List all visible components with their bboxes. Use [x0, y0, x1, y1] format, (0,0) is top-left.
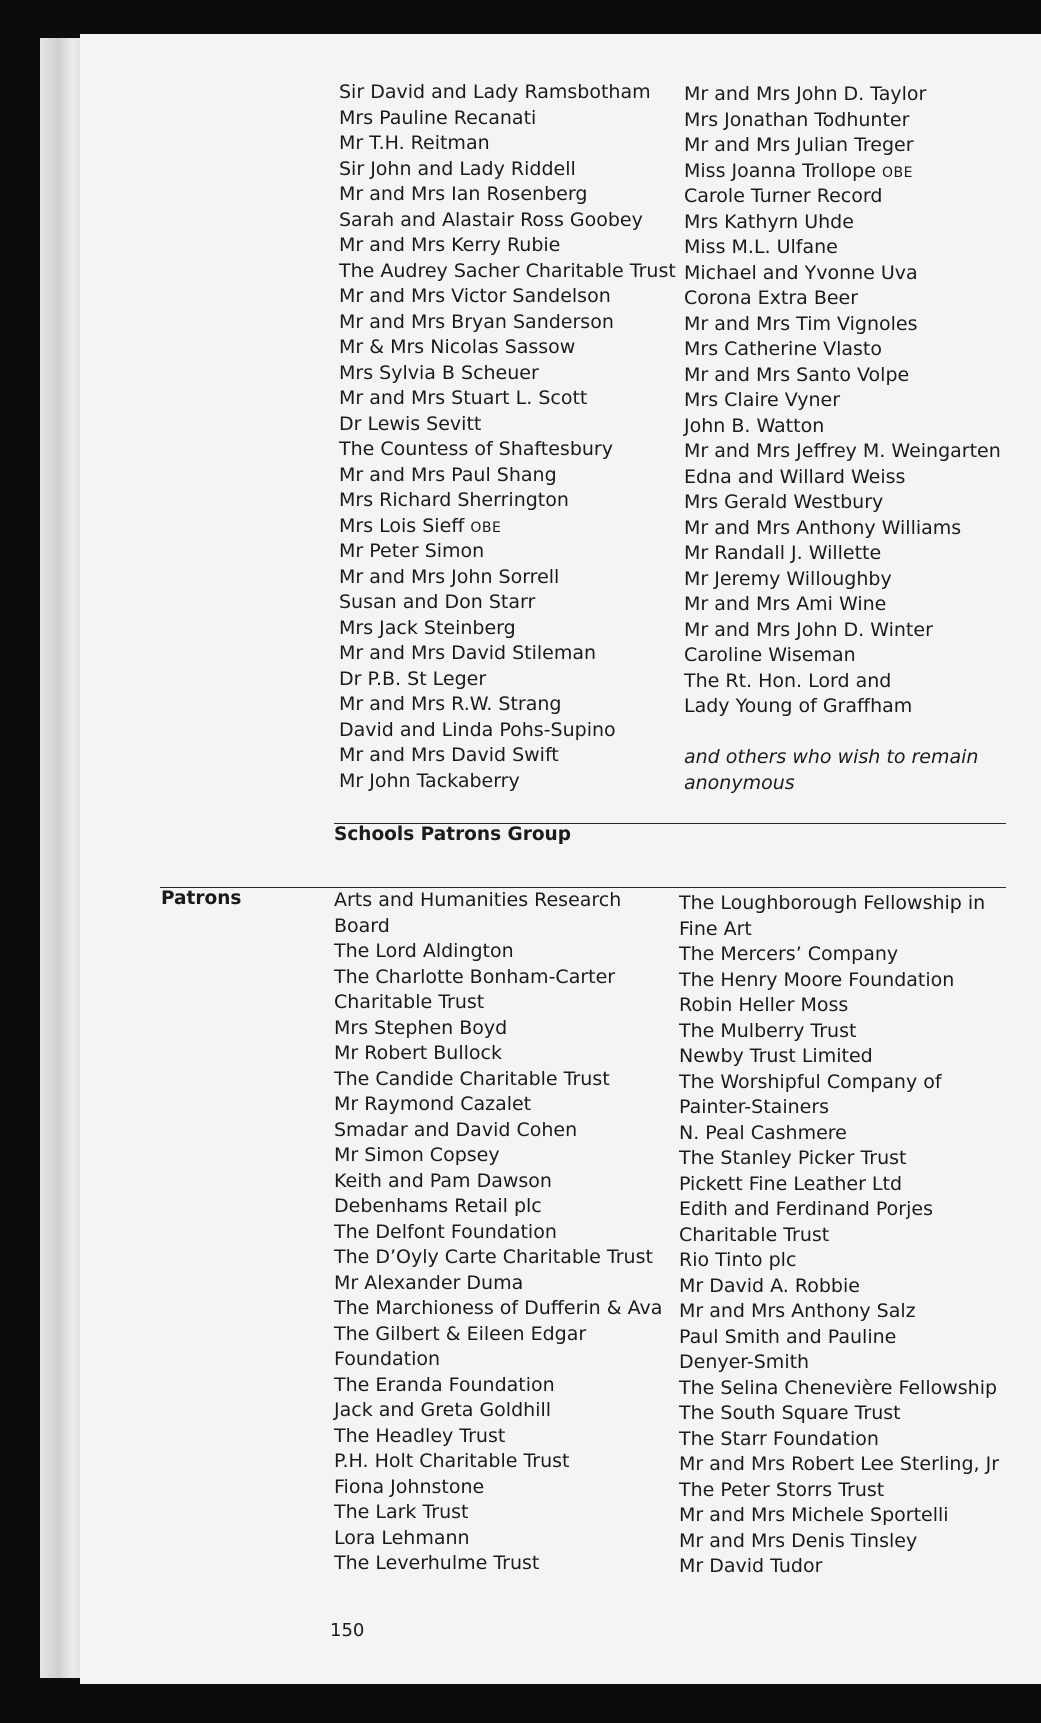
list-item: Fiona Johnstone — [334, 1475, 485, 1498]
list-item: Mr Peter Simon — [339, 540, 485, 562]
list-item: Mrs Stephen Boyd — [334, 1016, 508, 1039]
upper-right-column — [684, 82, 1001, 796]
list-item: Charitable Trust — [334, 991, 485, 1013]
anonymous-note-line1: and others who wish to remain — [684, 746, 979, 768]
list-item: Mr and Mrs Paul Shang — [339, 463, 557, 486]
list-item: The Lark Trust — [334, 1501, 469, 1523]
list-item: The Starr Foundation — [679, 1427, 879, 1450]
list-item: Mrs Jack Steinberg — [339, 616, 516, 639]
list-item: Pickett Fine Leather Ltd — [679, 1172, 903, 1195]
list-item: Foundation — [334, 1348, 441, 1370]
list-item: Mr and Mrs Robert Lee Sterling, Jr — [679, 1453, 1000, 1475]
list-item: The Headley Trust — [334, 1424, 506, 1447]
list-item: Mr and Mrs Santo Volpe — [684, 363, 910, 386]
list-item: Fine Art — [679, 917, 752, 940]
list-item: The Eranda Foundation — [334, 1373, 555, 1396]
list-item: Edna and Willard Weiss — [684, 465, 906, 488]
list-item: Mr and Mrs Victor Sandelson — [339, 285, 611, 307]
list-item: Board — [334, 914, 390, 937]
list-item: Mr and Mrs R.W. Strang — [339, 693, 562, 715]
list-item: Mr and Mrs Kerry Rubie — [339, 234, 561, 256]
list-item: Mrs Pauline Recanati — [339, 106, 537, 129]
list-item-name: Miss Joanna Trollope — [684, 159, 876, 182]
list-item: Mr and Mrs Ian Rosenberg — [339, 183, 588, 205]
list-item: Mr Alexander Duma — [334, 1271, 524, 1294]
list-item: The South Square Trust — [679, 1402, 901, 1424]
list-item-with-honour — [684, 159, 1001, 185]
list-item: John B. Watton — [684, 414, 825, 437]
list-item: The Candide Charitable Trust — [334, 1067, 610, 1090]
list-item: The Peter Storrs Trust — [679, 1478, 885, 1501]
list-item: Mr and Mrs Bryan Sanderson — [339, 310, 614, 333]
list-item: Mr and Mrs Stuart L. Scott — [339, 387, 588, 409]
list-item: The Rt. Hon. Lord and — [684, 669, 892, 692]
book-page — [80, 34, 1041, 1684]
list-item: Mr T.H. Reitman — [339, 132, 490, 154]
list-item: The Marchioness of Dufferin & Ava — [334, 1297, 663, 1319]
list-item: Painter-Stainers — [679, 1096, 830, 1118]
list-item: Mr and Mrs Anthony Williams — [684, 516, 962, 539]
list-item: Keith and Pam Dawson — [334, 1169, 552, 1192]
list-item-name: Mrs Lois Sieff — [339, 514, 465, 537]
list-item: The Loughborough Fellowship in — [679, 892, 986, 914]
list-item: N. Peal Cashmere — [679, 1121, 847, 1144]
list-item: Mr and Mrs Denis Tinsley — [679, 1529, 918, 1552]
list-item: Lady Young of Graffham — [684, 695, 913, 717]
list-item: The Selina Chenevière Fellowship — [679, 1376, 998, 1399]
list-item: The Countess of Shaftesbury — [339, 438, 613, 460]
list-item: The D’Oyly Carte Charitable Trust — [334, 1246, 653, 1268]
lower-right-column — [679, 891, 999, 1580]
list-item: Mrs Claire Vyner — [684, 389, 841, 411]
list-item: Mrs Kathyrn Uhde — [684, 210, 854, 233]
patrons-label: Patrons — [161, 888, 242, 909]
list-item: Mr Robert Bullock — [334, 1042, 502, 1064]
list-item: Edith and Ferdinand Porjes — [679, 1198, 933, 1220]
list-item: The Stanley Picker Trust — [679, 1147, 907, 1169]
list-item: The Mercers’ Company — [679, 943, 899, 965]
list-item: The Audrey Sacher Charitable Trust — [339, 259, 676, 282]
list-item: David and Linda Pohs-Supino — [339, 718, 616, 741]
list-item: Mr Simon Copsey — [334, 1144, 500, 1166]
list-item: Mr and Mrs Jeffrey M. Weingarten — [684, 440, 1001, 462]
list-item: The Delfont Foundation — [334, 1220, 557, 1243]
list-item: Rio Tinto plc — [679, 1249, 797, 1271]
list-item: Sarah and Alastair Ross Goobey — [339, 208, 643, 231]
list-item: Mr David Tudor — [679, 1555, 823, 1577]
list-item: Jack and Greta Goldhill — [334, 1399, 552, 1421]
list-item: Dr P.B. St Leger — [339, 667, 487, 690]
list-item: Paul Smith and Pauline — [679, 1325, 897, 1348]
lower-left-column — [334, 888, 662, 1577]
list-item: Susan and Don Starr — [339, 591, 536, 613]
list-item: Mr & Mrs Nicolas Sassow — [339, 336, 576, 358]
anonymous-note-line2: anonymous — [684, 771, 795, 794]
list-item: Mr and Mrs David Stileman — [339, 642, 597, 664]
list-item: Charitable Trust — [679, 1223, 830, 1246]
list-item: Debenhams Retail plc — [334, 1195, 542, 1217]
upper-left-column — [339, 80, 676, 794]
list-item: Miss M.L. Ulfane — [684, 236, 838, 258]
list-item: Denyer-Smith — [679, 1351, 810, 1373]
list-item: Arts and Humanities Research — [334, 889, 622, 911]
page-number: 150 — [330, 1620, 365, 1641]
list-item: The Lord Aldington — [334, 940, 514, 962]
obe-suffix: OBE — [881, 164, 913, 181]
list-item: Lora Lehmann — [334, 1526, 470, 1549]
list-item: Mr Randall J. Willette — [684, 542, 882, 564]
list-item: Mr and Mrs John D. Taylor — [684, 83, 927, 105]
list-item: Michael and Yvonne Uva — [684, 261, 918, 284]
list-item-with-honour — [339, 514, 676, 540]
list-item: Newby Trust Limited — [679, 1045, 873, 1067]
list-item: Carole Turner Record — [684, 185, 883, 207]
list-item: Mr and Mrs Ami Wine — [684, 593, 887, 615]
list-item: The Worshipful Company of — [679, 1070, 942, 1093]
list-item: Caroline Wiseman — [684, 644, 856, 666]
list-item: Mr and Mrs Michele Sportelli — [679, 1504, 949, 1526]
list-item: Mr and Mrs Julian Treger — [684, 134, 914, 156]
list-item: Robin Heller Moss — [679, 994, 849, 1016]
list-item: The Henry Moore Foundation — [679, 968, 955, 991]
list-item: The Mulberry Trust — [679, 1019, 857, 1042]
list-item: Corona Extra Beer — [684, 287, 859, 309]
list-item: Mrs Jonathan Todhunter — [684, 108, 910, 131]
list-item: P.H. Holt Charitable Trust — [334, 1450, 570, 1472]
list-item: Mr David A. Robbie — [679, 1274, 860, 1297]
list-item: Mrs Sylvia B Scheuer — [339, 361, 539, 384]
list-item: Mr Jeremy Willoughby — [684, 567, 892, 590]
list-item: Dr Lewis Sevitt — [339, 412, 482, 435]
list-item: Smadar and David Cohen — [334, 1118, 578, 1141]
list-item: Mr Raymond Cazalet — [334, 1093, 532, 1115]
list-item: Mrs Gerald Westbury — [684, 491, 884, 513]
obe-suffix: OBE — [470, 519, 502, 536]
list-item: Mrs Catherine Vlasto — [684, 338, 882, 360]
list-item: Mr and Mrs Anthony Salz — [679, 1300, 916, 1322]
list-item: Mr and Mrs John D. Winter — [684, 618, 933, 641]
list-item: The Charlotte Bonham-Carter — [334, 965, 616, 988]
list-item: Sir David and Lady Ramsbotham — [339, 81, 651, 103]
section-heading: Schools Patrons Group — [334, 824, 571, 845]
list-item: Mr John Tackaberry — [339, 769, 520, 792]
list-item: The Leverhulme Trust — [334, 1552, 540, 1574]
list-item: Mr and Mrs John Sorrell — [339, 565, 560, 588]
list-item: The Gilbert & Eileen Edgar — [334, 1322, 587, 1345]
list-item: Mr and Mrs David Swift — [339, 744, 559, 766]
list-item: Mr and Mrs Tim Vignoles — [684, 312, 918, 335]
list-item: Sir John and Lady Riddell — [339, 157, 576, 180]
list-item: Mrs Richard Sherrington — [339, 489, 569, 511]
